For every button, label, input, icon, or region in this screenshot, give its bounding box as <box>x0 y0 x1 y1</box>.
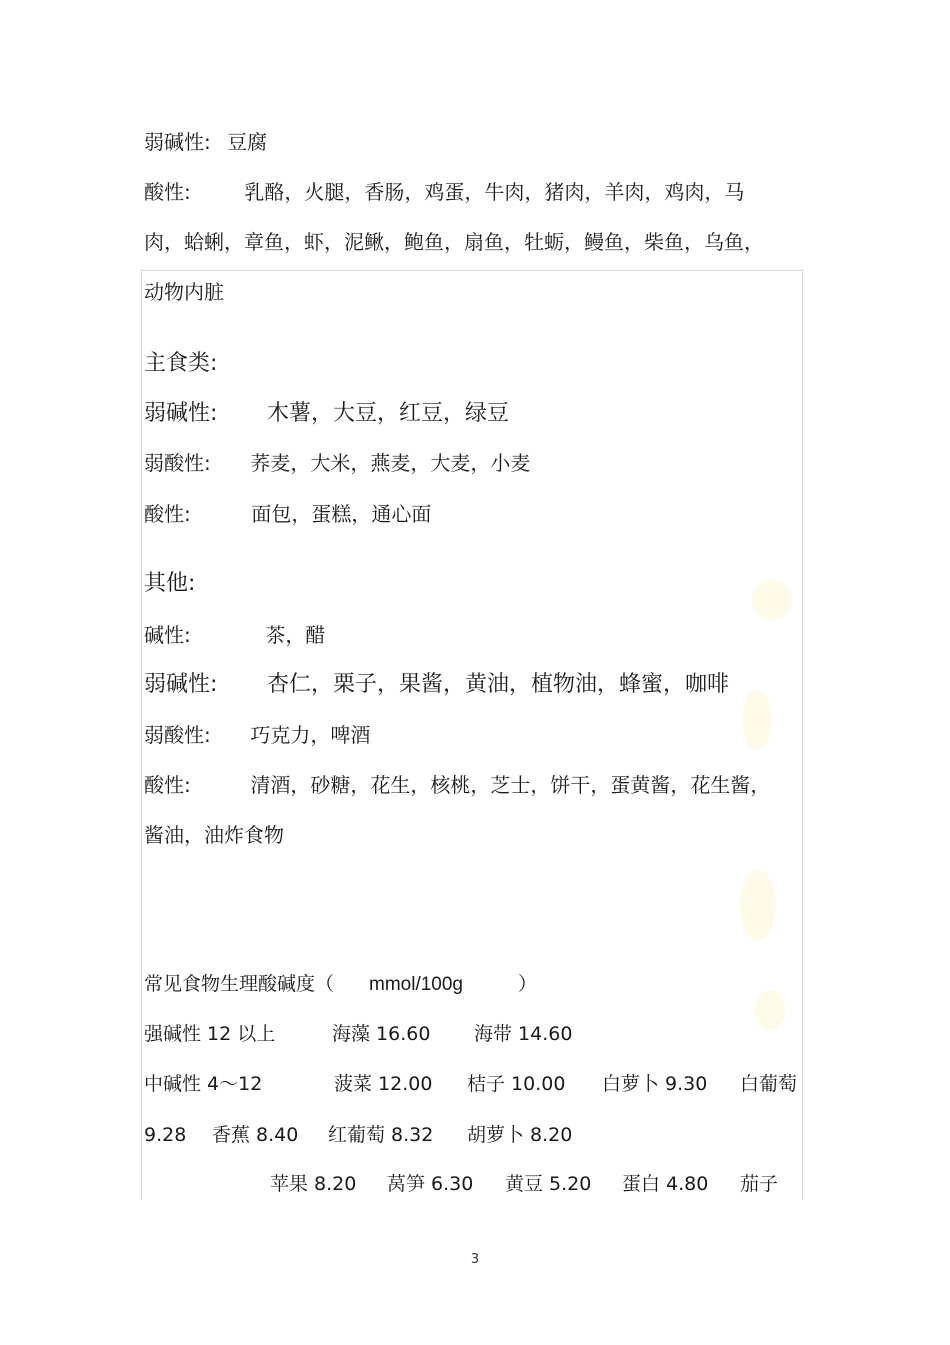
ph-item: 苹果 8.20 <box>270 1173 357 1195</box>
ph-item: 白萝卜 9.30 <box>602 1073 708 1095</box>
ph-item: 白葡萄 <box>740 1073 798 1095</box>
line-acidic-meats <box>144 182 744 202</box>
ph-item: 蛋白 4.80 <box>622 1173 709 1195</box>
ph-category: 强碱性 12 以上 <box>144 1023 276 1045</box>
line-organ-meats <box>144 282 224 302</box>
food-list: 木薯，大豆，红豆，绿豆 <box>267 401 510 426</box>
ph-table-title <box>144 975 804 999</box>
line-weak-alkaline-tofu <box>144 132 267 152</box>
section-title: 其他: <box>144 571 196 596</box>
line-others-acidic-continued <box>144 825 284 845</box>
food-list: 酱油，油炸食物 <box>144 823 284 847</box>
page-number: 3 <box>470 1252 480 1267</box>
food-list: 荞麦，大米，燕麦，大麦，小麦 <box>250 451 531 475</box>
section-heading-others <box>144 573 195 595</box>
line-others-alkaline <box>144 625 325 645</box>
ph-item: 胡萝卜 8.20 <box>467 1124 573 1146</box>
table-title-text: 常见食物生理酸碱度（ <box>144 973 335 995</box>
line-others-weak-alkaline <box>144 674 729 696</box>
ph-item-value: 9.28 <box>144 1124 187 1146</box>
category-label: 弱酸性: <box>144 451 211 475</box>
ph-item: 海藻 16.60 <box>332 1023 431 1045</box>
food-list: 豆腐 <box>227 130 268 154</box>
section-heading-staples <box>144 353 217 375</box>
ph-item: 海带 14.60 <box>474 1023 573 1045</box>
ph-item: 香蕉 8.40 <box>212 1124 299 1146</box>
ph-row-strong-alkaline <box>144 1025 804 1049</box>
ph-row-medium-alkaline-continued <box>144 1126 804 1150</box>
line-staples-weak-alkaline <box>144 403 509 425</box>
category-label: 酸性: <box>144 180 191 204</box>
food-list: 动物内脏 <box>144 280 224 304</box>
category-label: 酸性: <box>144 773 191 797</box>
food-list: 面包，蛋糕，通心面 <box>251 502 432 526</box>
ph-row-medium-alkaline-more <box>144 1175 804 1199</box>
ph-item: 黄豆 5.20 <box>505 1173 592 1195</box>
line-others-weak-acidic <box>144 725 370 745</box>
category-label: 弱碱性: <box>144 401 218 426</box>
ph-item: 茄子 <box>740 1173 779 1195</box>
ph-item: 菠菜 12.00 <box>334 1073 433 1095</box>
ph-category: 中碱性 4～12 <box>144 1073 263 1095</box>
food-list: 茶，醋 <box>265 623 326 647</box>
category-label: 弱碱性: <box>144 672 218 697</box>
food-list: 肉，蛤蜊，章鱼，虾，泥鳅，鲍鱼，扇鱼，牡蛎，鳗鱼，柴鱼，乌鱼， <box>144 230 764 254</box>
line-staples-weak-acidic <box>144 453 530 473</box>
ph-row-medium-alkaline <box>144 1075 804 1099</box>
ph-item: 红葡萄 8.32 <box>328 1124 434 1146</box>
table-title-unit: mmol/100g <box>369 974 463 995</box>
section-title: 主食类: <box>144 351 218 376</box>
category-label: 酸性: <box>144 502 191 526</box>
category-label: 碱性: <box>144 623 191 647</box>
table-title-close: ） <box>518 973 538 995</box>
food-list: 杏仁，栗子，果酱，黄油，植物油，蜂蜜，咖啡 <box>267 672 730 697</box>
ph-item: 莴笋 6.30 <box>387 1173 474 1195</box>
food-list: 乳酪，火腿，香肠，鸡蛋，牛肉，猪肉，羊肉，鸡肉，马 <box>244 180 745 204</box>
category-label: 弱酸性: <box>144 723 211 747</box>
ph-item: 桔子 10.00 <box>467 1073 566 1095</box>
line-acidic-meats-continued <box>144 232 764 252</box>
food-list: 巧克力，啤酒 <box>250 723 371 747</box>
food-list: 清酒，砂糖，花生，核桃，芝士，饼干，蛋黄酱，花生酱， <box>250 773 771 797</box>
line-staples-acidic <box>144 504 431 524</box>
line-others-acidic <box>144 775 770 795</box>
category-label: 弱碱性: <box>144 130 211 154</box>
